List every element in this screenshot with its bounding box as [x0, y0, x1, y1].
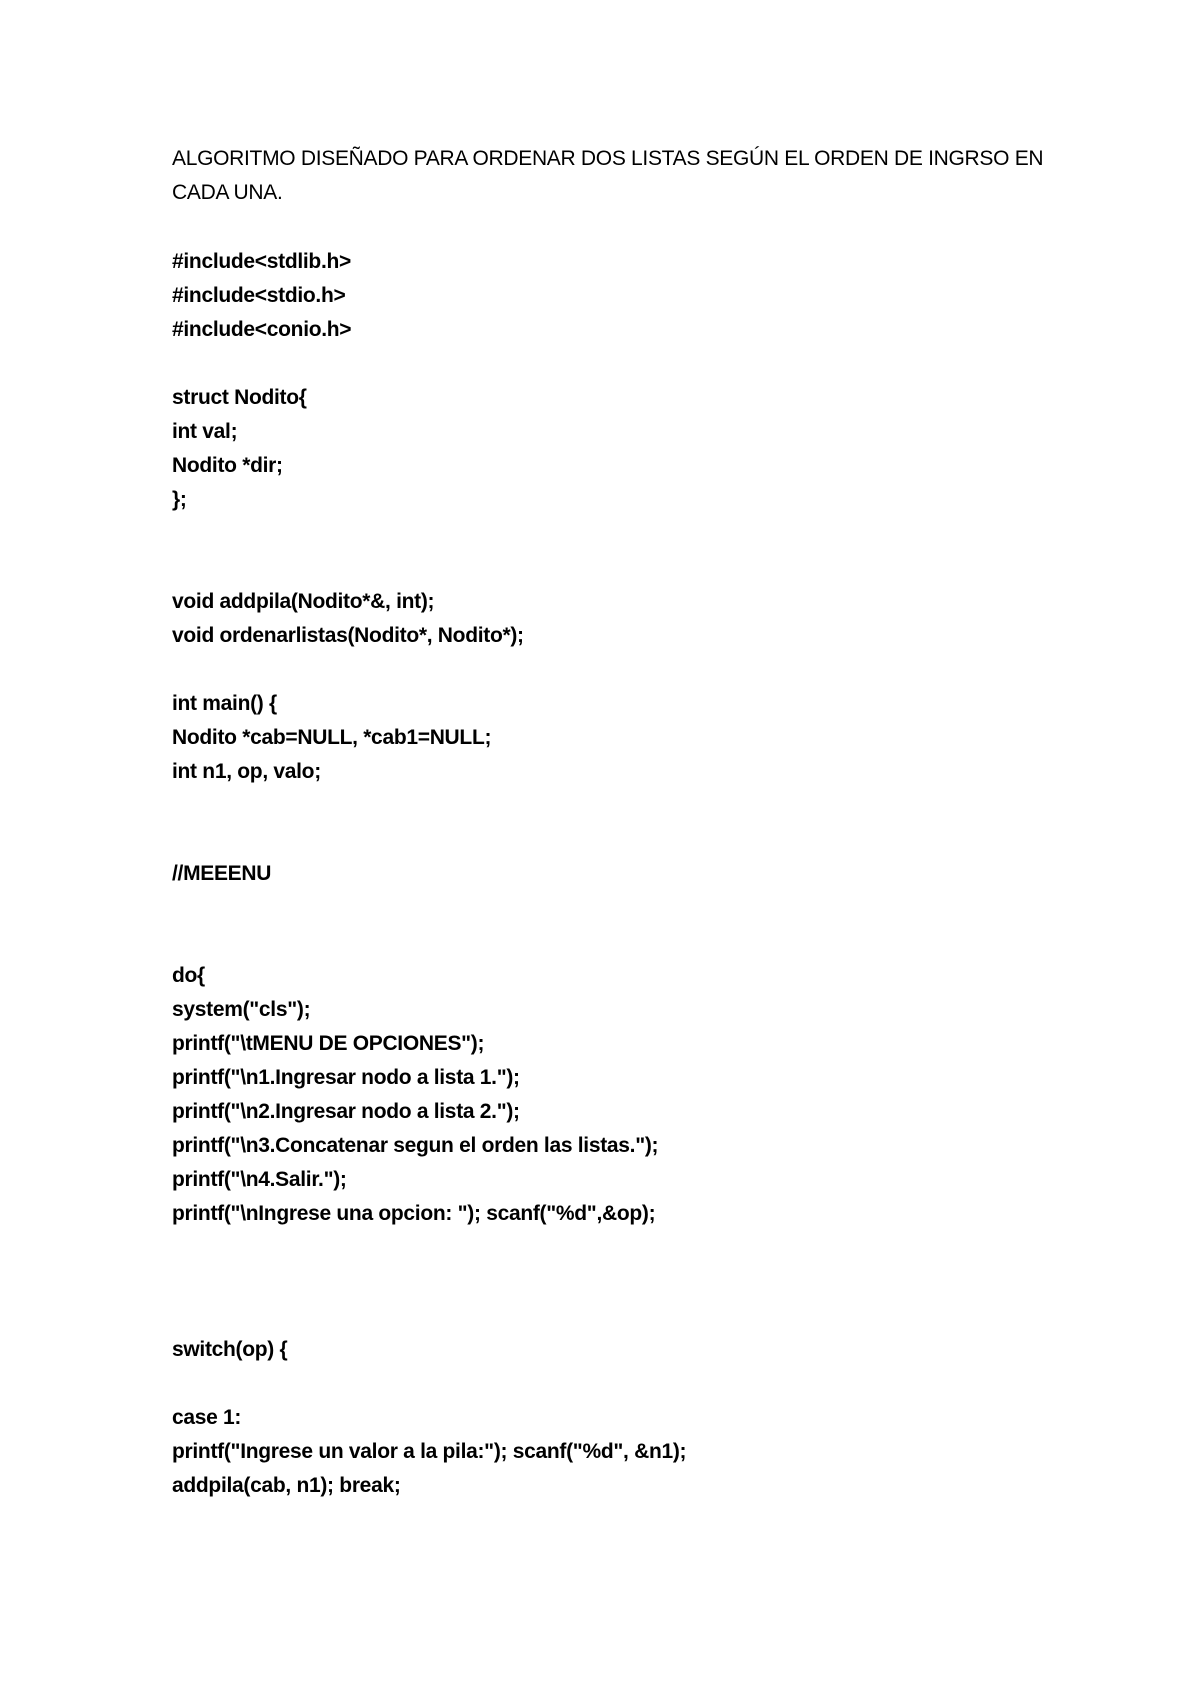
code-line-printf-option-2: printf("\n2.Ingresar nodo a lista 2.");	[172, 1100, 520, 1123]
code-line-struct-val: int val;	[172, 420, 238, 443]
code-line-case-1-addpila: addpila(cab, n1); break;	[172, 1474, 401, 1497]
code-line-include-stdio: #include<stdio.h>	[172, 284, 346, 307]
code-line-menu-comment: //MEEENU	[172, 862, 272, 885]
code-line-proto-ordenarlistas: void ordenarlistas(Nodito*, Nodito*);	[172, 624, 524, 647]
code-line-printf-option-1: printf("\n1.Ingresar nodo a lista 1.");	[172, 1066, 520, 1089]
code-line-printf-option-4: printf("\n4.Salir.");	[172, 1168, 347, 1191]
code-line-include-stdlib: #include<stdlib.h>	[172, 250, 351, 273]
code-line-case-1: case 1:	[172, 1406, 242, 1429]
code-line-printf-menu: printf("\tMENU DE OPCIONES");	[172, 1032, 485, 1055]
code-line-proto-addpila: void addpila(Nodito*&, int);	[172, 590, 435, 613]
code-line-printf-prompt: printf("\nIngrese una opcion: "); scanf("%d",&op);	[172, 1202, 656, 1225]
document-title: ALGORITMO DISEÑADO PARA ORDENAR DOS LISTAS SEGÚN EL ORDEN DE INGRSO EN CADA UNA.	[172, 147, 1044, 204]
code-line-system-cls: system("cls");	[172, 998, 311, 1021]
code-line-struct-open: struct Nodito{	[172, 386, 307, 409]
code-line-struct-close: };	[172, 488, 187, 511]
code-line-do-open: do{	[172, 964, 205, 987]
code-line-include-conio: #include<conio.h>	[172, 318, 352, 341]
code-line-main-decl-ints: int n1, op, valo;	[172, 760, 321, 783]
code-line-main-open: int main() {	[172, 692, 277, 715]
code-line-struct-dir: Nodito *dir;	[172, 454, 283, 477]
code-line-printf-option-3: printf("\n3.Concatenar segun el orden las listas.");	[172, 1134, 659, 1157]
code-line-switch: switch(op) {	[172, 1338, 288, 1361]
code-line-main-decl-nodes: Nodito *cab=NULL, *cab1=NULL;	[172, 726, 492, 749]
code-line-case-1-printf: printf("Ingrese un valor a la pila:"); scanf("%d", &n1);	[172, 1440, 687, 1463]
